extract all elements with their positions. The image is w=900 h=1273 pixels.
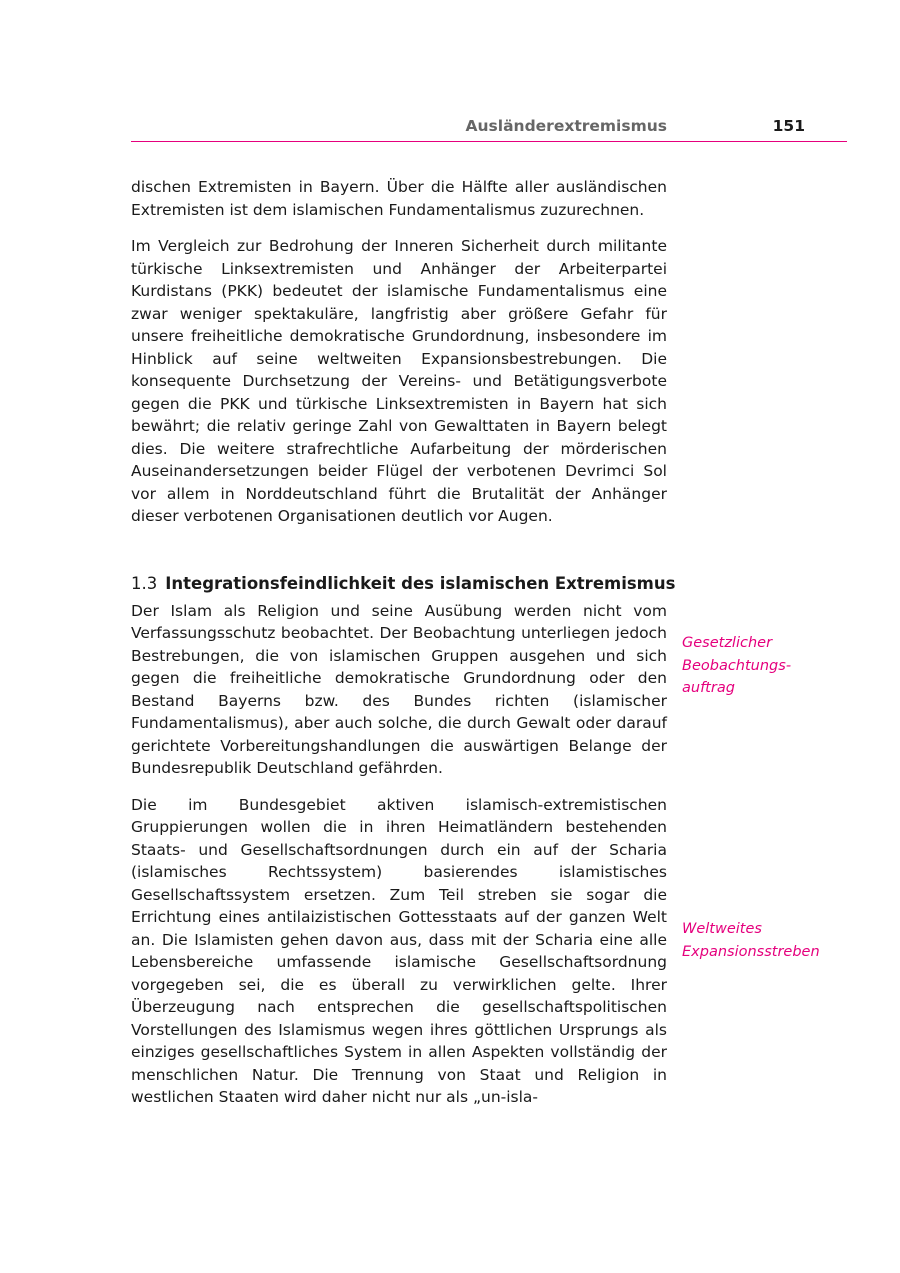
paragraph: Im Vergleich zur Bedrohung der Inneren Sicherheit durch militante türkische Linksextremisten und Anhänger der Arbeiterpartei Kurdistans (PKK) bedeutet der islamische Fundamentalismus eine zwar weniger spektakuläre, langfristig aber größere Gefahr für unsere freiheitliche demokratische Grundordnung, insbesondere im Hinblick auf seine weltweiten Expansionsbestrebungen. Die konsequente Durchsetzung der Vereins- und Betätigungsverbote gegen die PKK und türkische Linksextremisten in Bayern hat sich bewährt; die relativ geringe Zahl von Gewalttaten in Bayern belegt dies. Die weitere strafrechtliche Aufarbeitung der mörderischen Auseinandersetzungen beider Flügel der verbotenen Devrimci Sol vor allem in Norddeutschland führt die Brutalität der Anhänger dieser verbotenen Organisationen deutlich vor Augen. [131,237,667,525]
section-title: Integrationsfeindlichkeit des islamischen Extremismus [165,573,676,593]
body-column [131,176,676,1123]
paragraph: Die im Bundesgebiet aktiven islamisch-extremistischen Gruppierungen wollen die in ihren Heimatländern bestehenden Staats- und Gesellschaftsordnungen durch ein auf der Scharia (islamisches Rechtssystem) basierendes islamistisches Gesellschaftssystem ersetzen. Zum Teil streben sie sogar die Errichtung eines antilaizistischen Gottesstaats auf der ganzen Welt an. Die Islamisten gehen davon aus, dass mit der Scharia eine alle Lebensbereiche umfassende islamische Gesellschaftsordnung vorgegeben sei, die es überall zu verwirklichen gelte. Ihrer Überzeugung nach entsprechen die gesellschaftspolitischen Vorstellungen des Islamismus wegen ihres göttlichen Ursprungs als einziges gesellschaftliches System in allen Aspekten vollständig der menschlichen Natur. Die Trennung von Staat und Religion in westlichen Staaten wird daher nicht nur als „un-isla- [131,795,667,1106]
paragraph: dischen Extremisten in Bayern. Über die Hälfte aller ausländischen Extremisten ist dem islamischen Fundamentalismus zuzurechnen. [131,178,667,219]
section-heading [131,572,676,596]
margin-note-expansion [682,918,832,963]
margin-note-line: Expansionsstreben [682,943,820,960]
header-rule [131,141,847,142]
section-number: 1.3 [131,573,158,593]
header-title: Ausländerextremismus [465,117,667,135]
margin-note-legal-mandate [682,632,832,700]
margin-note-line: Beobachtungs- [682,657,792,674]
margin-note-line: Gesetzlicher [682,635,773,651]
margin-note-line: auftrag [682,680,735,696]
page-number: 151 [772,117,805,135]
margin-note-line: Weltweites [682,921,762,937]
paragraph: Der Islam als Religion und seine Ausübung werden nicht vom Verfassungsschutz beobachtet. Der Beobachtung unterliegen jedoch Bestrebungen, die von islamischen Gruppen ausgehen und sich gegen die freiheitliche demokratische Grundordnung oder den Bestand Bayerns bzw. des Bundes richten (islamischer Fundamentalismus), aber auch solche, die durch Gewalt oder darauf gerichtete Vorbereitungshandlungen die auswärtigen Belange der Bundesrepublik Deutschland gefährden. [131,601,667,777]
